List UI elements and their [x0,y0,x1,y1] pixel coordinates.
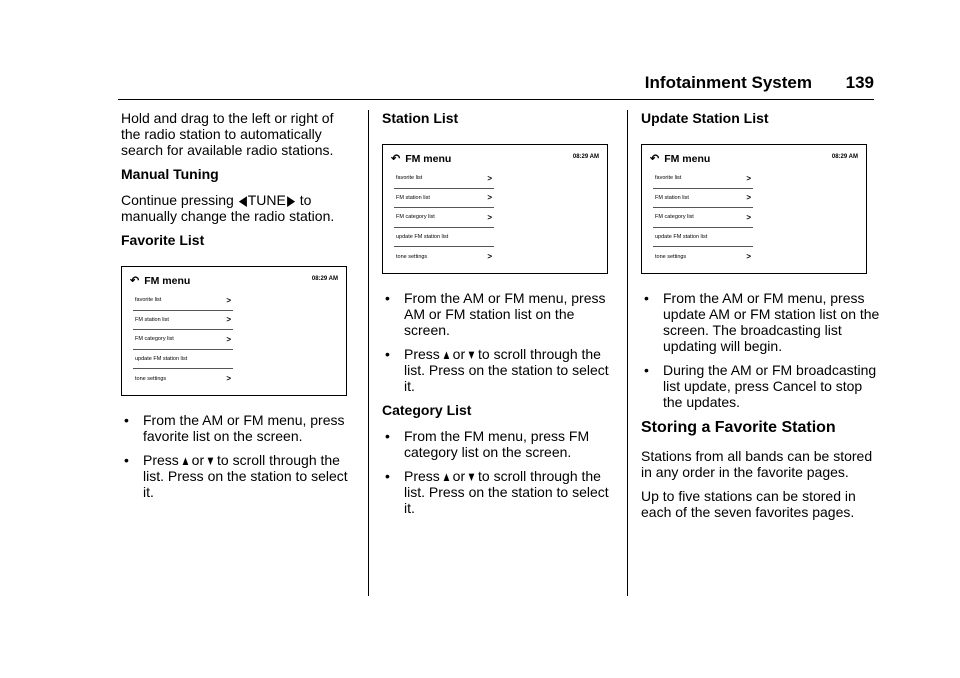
intro-paragraph: Hold and drag to the left or right of the radio station to automatically search for available radio stations. [121,110,334,158]
bullet-item: • From the AM or FM menu, press favorite list on the screen. [121,412,353,444]
bullet-item: • Press ▲ or ▼ to scroll through the list. Press on the station to select it. [382,346,614,394]
bullet-item: • Press ▲ or ▼ to scroll through the list. Press on the station to select it. [121,452,353,500]
chevron-right-icon: > [226,374,231,384]
menu-item[interactable]: favorite list > [133,291,233,311]
station-list-heading: Station List [382,110,459,126]
menu-item[interactable]: FM station list > [653,189,753,209]
page-header [118,70,874,100]
menu-item[interactable]: FM station list > [394,189,494,209]
category-list-heading: Category List [382,402,472,418]
menu-item[interactable]: update FM station list [653,228,753,248]
bullet-marker: • [124,452,129,468]
menu-item[interactable]: FM category list > [133,330,233,350]
manual-tuning-paragraph [121,192,353,224]
fm-menu-screen [121,266,347,396]
screen-header [650,152,710,165]
fm-menu-list [394,169,494,267]
chevron-right-icon: > [487,193,492,203]
chevron-right-icon: > [226,295,231,305]
storing-paragraph-1: Stations from all bands can be stored in any order in the favorite pages. [641,448,873,480]
screen-header [130,274,190,287]
menu-item[interactable]: tone settings > [655,252,751,262]
chevron-right-icon: > [226,315,231,325]
column-1 [121,110,353,508]
chevron-right-icon: > [487,252,492,262]
menu-item[interactable]: tone settings > [135,374,231,384]
page-number: 139 [845,73,874,92]
manual-tuning-text: Continue pressing [121,192,234,208]
menu-item[interactable]: FM category list > [394,208,494,228]
storing-paragraph-2: Up to five stations can be stored in each of the seven favorites pages. [641,488,856,520]
screen-title: FM menu [664,152,711,165]
menu-item[interactable]: favorite list > [653,169,753,189]
bullet-marker: • [644,290,649,306]
column-divider [627,110,628,596]
column-3 [641,110,881,528]
down-arrow-icon: ▼ [466,347,477,362]
back-arrow-icon[interactable]: ↶ [650,153,660,165]
chevron-right-icon: > [746,252,751,262]
screen-header [391,152,451,165]
chevron-right-icon: > [226,334,231,344]
up-arrow-icon: ▲ [441,347,452,362]
down-arrow-icon: ▼ [205,453,216,468]
chevron-right-icon: > [487,212,492,222]
bullet-marker: • [385,290,390,306]
bullet-item: • From the AM or FM menu, press AM or FM station list on the screen. [382,290,614,338]
bullet-marker: • [385,468,390,484]
bullet-item: • From the FM menu, press FM category list on the screen. [382,428,614,460]
screen-clock: 08:29 AM [831,154,858,160]
bullet-marker: • [124,412,129,428]
bullet-marker: • [644,362,649,378]
tune-right-icon: ▶ [287,193,295,208]
menu-item[interactable]: favorite list > [394,169,494,189]
fm-menu-screen [382,144,608,274]
bullet-marker: • [385,346,390,362]
menu-item[interactable]: FM category list > [653,208,753,228]
column-divider [368,110,369,596]
manual-tuning-heading: Manual Tuning [121,166,219,182]
bullet-item: • Press ▲ or ▼ to scroll through the list. Press on the station to select it. [382,468,614,516]
bullet-marker: • [385,428,390,444]
section-title: Infotainment System [644,73,812,92]
screen-title: FM menu [405,152,452,165]
menu-item[interactable]: update FM station list [133,350,233,370]
up-arrow-icon: ▲ [441,469,452,484]
fm-menu-screen [641,144,867,274]
bullet-item: • During the AM or FM broadcasting list update, press Cancel to stop the updates. [641,362,881,410]
chevron-right-icon: > [746,193,751,203]
column-2 [382,110,614,524]
screen-title: FM menu [144,274,191,287]
chevron-right-icon: > [746,212,751,222]
menu-item[interactable]: tone settings > [396,252,492,262]
menu-item[interactable]: update FM station list [394,228,494,248]
screen-clock: 08:29 AM [572,154,599,160]
down-arrow-icon: ▼ [466,469,477,484]
screen-clock: 08:29 AM [311,276,338,282]
update-station-list-heading: Update Station List [641,110,769,126]
manual-tuning-text: to manually change the radio station. [121,192,335,224]
favorite-list-heading: Favorite List [121,232,205,248]
menu-item[interactable]: FM station list > [133,311,233,331]
bullet-item: • From the AM or FM menu, press update AM or FM station list on the screen. The broadcasting list updating will begin. [641,290,881,354]
tune-left-icon: ◀ [239,193,247,208]
storing-favorite-heading: Storing a Favorite Station [641,419,836,436]
chevron-right-icon: > [746,173,751,183]
fm-menu-list [133,291,233,389]
back-arrow-icon[interactable]: ↶ [391,153,401,165]
up-arrow-icon: ▲ [180,453,191,468]
back-arrow-icon[interactable]: ↶ [130,275,140,287]
tune-label: TUNE [247,192,286,208]
fm-menu-list [653,169,753,267]
chevron-right-icon: > [487,173,492,183]
